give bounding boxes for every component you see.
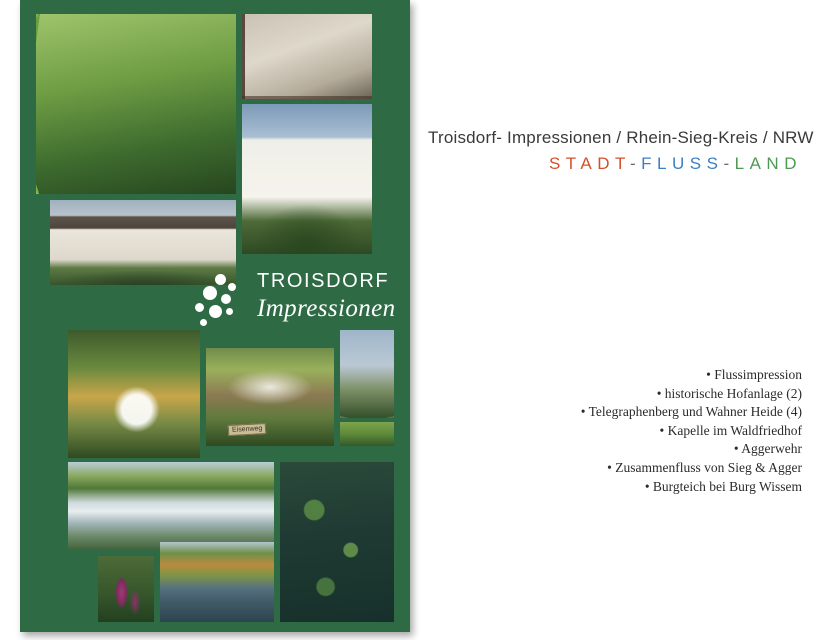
- logo-wordmark: [257, 270, 396, 323]
- subtitle: [428, 154, 802, 174]
- photo-bamboo-greenhouse: [36, 14, 236, 194]
- caption-list: [418, 366, 802, 496]
- photo-orchid: [98, 556, 154, 622]
- photo-forest-chapel: [68, 330, 200, 458]
- photo-agger-weir: [68, 462, 274, 550]
- caption-item: • Burgteich bei Burg Wissem: [644, 478, 802, 494]
- photo-halftimbered-house: [242, 14, 372, 99]
- subtitle-word-land: LAND: [734, 154, 802, 173]
- logo-line-impressionen: Impressionen: [257, 295, 396, 322]
- dot-cluster-icon: [195, 274, 251, 330]
- subtitle-word-stadt: STADT: [548, 154, 630, 173]
- troisdorf-logo: [195, 268, 395, 334]
- poster-panel: [20, 0, 410, 632]
- photo-eisenweg-house: [206, 348, 334, 446]
- subtitle-separator-1: -: [630, 154, 642, 173]
- caption-item: • historische Hofanlage (2): [656, 385, 802, 401]
- photo-white-house: [242, 104, 372, 254]
- caption-item: • Aggerwehr: [733, 441, 802, 457]
- logo-line-troisdorf: TROISDORF: [257, 270, 390, 292]
- photo-telegraph-tower: [340, 330, 394, 418]
- caption-item: • Flussimpression: [706, 367, 802, 382]
- page-title: Troisdorf- Impressionen / Rhein-Sieg-Kreis / NRW: [428, 128, 814, 147]
- caption-item: • Kapelle im Waldfriedhof: [659, 422, 802, 438]
- subtitle-word-fluss: FLUSS: [641, 154, 724, 173]
- eisenweg-sign: Eisenweg: [228, 423, 267, 436]
- caption-item: • Telegraphenberg und Wahner Heide (4): [580, 404, 802, 420]
- photo-meadow: [340, 422, 394, 446]
- photo-lily-pond: [280, 462, 394, 622]
- caption-item: • Zusammenfluss von Sieg & Agger: [607, 459, 802, 475]
- title-block: [428, 128, 814, 174]
- poster-collage: [20, 0, 410, 632]
- photo-river-bank: [160, 542, 274, 622]
- subtitle-separator-2: -: [723, 154, 735, 173]
